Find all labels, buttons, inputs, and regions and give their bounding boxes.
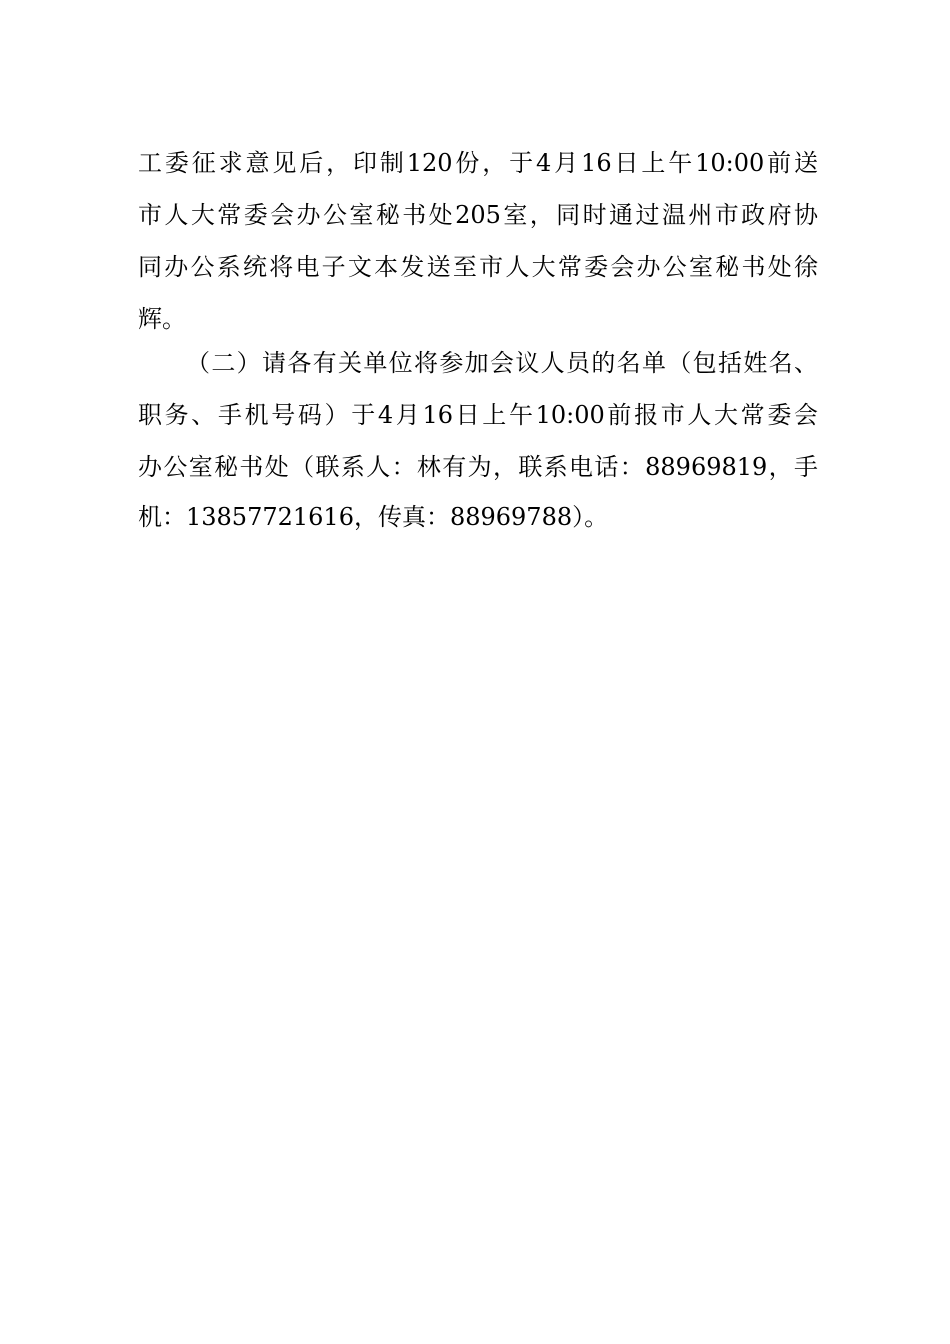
paragraph-2-line-1: （二）请各有关单位将参加会议人员的名单（包括姓名、 <box>186 349 818 377</box>
paragraph-1-line-1: 工委征求意见后，印制120份，于4月16日上午10:00前送 <box>138 149 818 177</box>
paragraph-1-line-2: 市人大常委会办公室秘书处205室，同时通过温州市政府协 <box>138 201 818 229</box>
paragraph-2-line-2: 职务、手机号码）于4月16日上午10:00前报市人大常委会 <box>138 401 818 429</box>
paragraph-1-line-4: 辉。 <box>138 305 186 333</box>
paragraph-2-line-3: 办公室秘书处（联系人：林有为，联系电话：88969819，手 <box>138 453 818 481</box>
paragraph-2-line-4: 机：13857721616，传真：88969788）。 <box>138 503 609 531</box>
paragraph-1-line-3: 同办公系统将电子文本发送至市人大常委会办公室秘书处徐 <box>138 253 818 281</box>
